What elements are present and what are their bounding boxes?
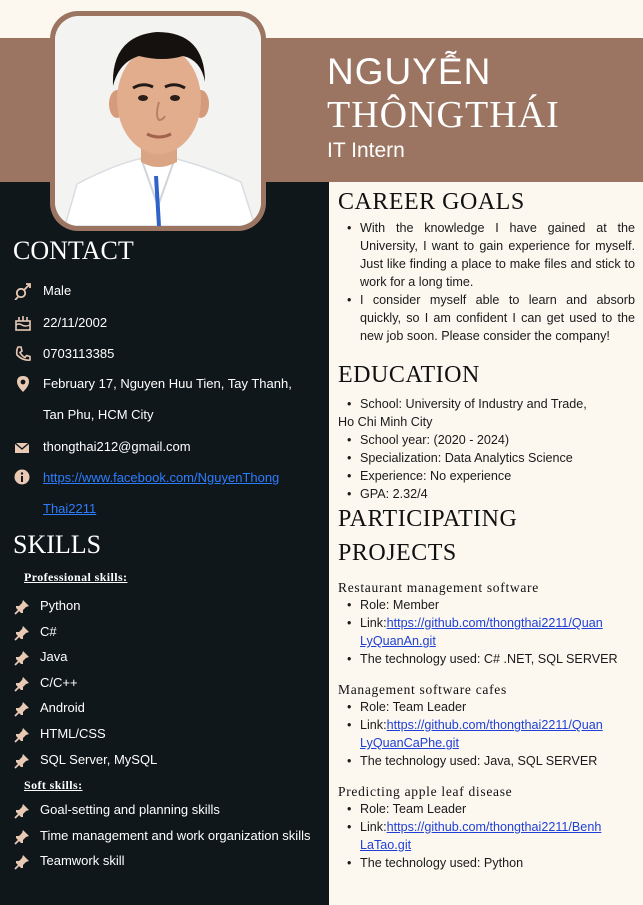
project-link — [338, 614, 635, 650]
project-link-label: Link: — [360, 718, 387, 732]
project-link-url-2[interactable]: LyQuanAn.git — [360, 634, 436, 648]
career-goal-item: • With the knowledge I have gained at the University, I want to gain experience for myself. Just like finding a place to make files and stick to work for a long time. — [338, 219, 635, 291]
portrait-illustration — [55, 16, 261, 226]
project-tech: • The technology used: Java, SQL SERVER — [338, 752, 635, 770]
pin-icon — [14, 854, 30, 870]
profile-photo — [55, 16, 261, 226]
skill-label: C# — [40, 623, 57, 639]
project-link-url-2[interactable]: LaTao.git — [360, 838, 412, 852]
career-goals-heading: CAREER GOALS — [338, 189, 525, 215]
first-name: NGUYỄN — [327, 51, 492, 92]
mail-icon — [14, 440, 32, 458]
skill-label: Time management and work organization skills — [40, 827, 311, 843]
pin-icon — [14, 753, 30, 769]
project-title: Predicting apple leaf disease — [338, 784, 513, 799]
birthday-value: 22/11/2002 — [43, 315, 108, 330]
career-goal-item: • I consider myself able to learn and absorb quickly, so I am confident I can get used to the new job soon. Please consider the company! — [338, 291, 635, 345]
skill-label: HTML/CSS — [40, 726, 106, 741]
pin-icon — [14, 650, 30, 666]
skills-heading: SKILLS — [13, 530, 102, 559]
skill-label: Teamwork skill — [40, 853, 125, 869]
facebook-link-line-1[interactable]: https://www.facebook.com/NguyenThong — [43, 470, 280, 485]
project-tech: • The technology used: C# .NET, SQL SERVER — [338, 650, 635, 668]
name-block — [327, 50, 560, 163]
info-icon — [14, 469, 32, 487]
address-line-2: Tan Phu, HCM City — [43, 407, 154, 422]
phone-value: 0703113385 — [43, 346, 115, 361]
pin-icon — [14, 727, 30, 743]
pin-icon — [14, 803, 30, 819]
project-link-url-1[interactable]: https://github.com/thongthai2211/Benh — [386, 820, 602, 834]
profile-photo-frame — [50, 11, 266, 231]
project-title: Restaurant management software — [338, 580, 539, 595]
project-link — [338, 716, 635, 752]
pin-icon — [14, 599, 30, 615]
project-tech: • The technology used: Python — [338, 854, 635, 872]
project-link-url-1[interactable]: https://github.com/thongthai2211/Quan — [386, 616, 603, 630]
email-value[interactable]: thongthai212@gmail.com — [43, 439, 191, 454]
project-role: • Role: Member — [338, 596, 635, 614]
project-role: • Role: Team Leader — [338, 800, 635, 818]
education-item: • GPA: 2.32/4 — [338, 485, 635, 503]
project-role: • Role: Team Leader — [338, 698, 635, 716]
project-link — [338, 818, 635, 854]
education-item: • School year: (2020 - 2024) — [338, 431, 635, 449]
skill-label: Java — [40, 649, 68, 665]
skill-label: SQL Server, MySQL — [40, 751, 158, 767]
pin-icon — [14, 701, 30, 717]
pin-icon — [14, 829, 30, 845]
last-name: THÔNGTHÁI — [327, 94, 560, 136]
cake-icon — [14, 313, 32, 331]
education-school-line-2: Ho Chi Minh City — [338, 415, 433, 429]
address-line-1: February 17, Nguyen Huu Tien, Tay Thanh, — [43, 376, 292, 391]
skill-label: Goal-setting and planning skills — [40, 802, 220, 817]
contact-heading: CONTACT — [13, 236, 134, 265]
education-item: • Experience: No experience — [338, 467, 635, 485]
gender-value: Male — [43, 283, 72, 298]
project-link-url-1[interactable]: https://github.com/thongthai2211/Quan — [386, 718, 603, 732]
phone-icon — [14, 345, 32, 363]
education-heading: EDUCATION — [338, 362, 480, 388]
soft-skills-label: Soft skills: — [24, 778, 83, 792]
skill-label: C/C++ — [40, 674, 78, 690]
facebook-link-line-2[interactable]: Thai2211 — [43, 501, 97, 516]
projects-heading-line-2: PROJECTS — [338, 540, 457, 566]
project-3 — [338, 784, 635, 872]
project-link-label: Link: — [360, 820, 387, 834]
career-goals-list — [338, 219, 635, 345]
education-item: • Specialization: Data Analytics Science — [338, 449, 635, 467]
professional-skills-label: Professional skills: — [24, 570, 128, 584]
project-2 — [338, 682, 635, 770]
skill-label: Android — [40, 700, 85, 716]
skill-label: Python — [40, 598, 81, 613]
education-school: • School: University of Industry and Trade, — [338, 395, 635, 413]
project-link-url-2[interactable]: LyQuanCaPhe.git — [360, 736, 459, 750]
education-list — [338, 395, 635, 503]
location-icon — [14, 375, 32, 393]
gender-icon — [14, 282, 32, 300]
project-1 — [338, 580, 635, 668]
project-title: Management software cafes — [338, 682, 507, 697]
pin-icon — [14, 625, 30, 641]
projects-heading-line-1: PARTICIPATING — [338, 506, 518, 532]
pin-icon — [14, 676, 30, 692]
project-link-label: Link: — [360, 616, 387, 630]
job-title: IT Intern — [327, 139, 405, 162]
